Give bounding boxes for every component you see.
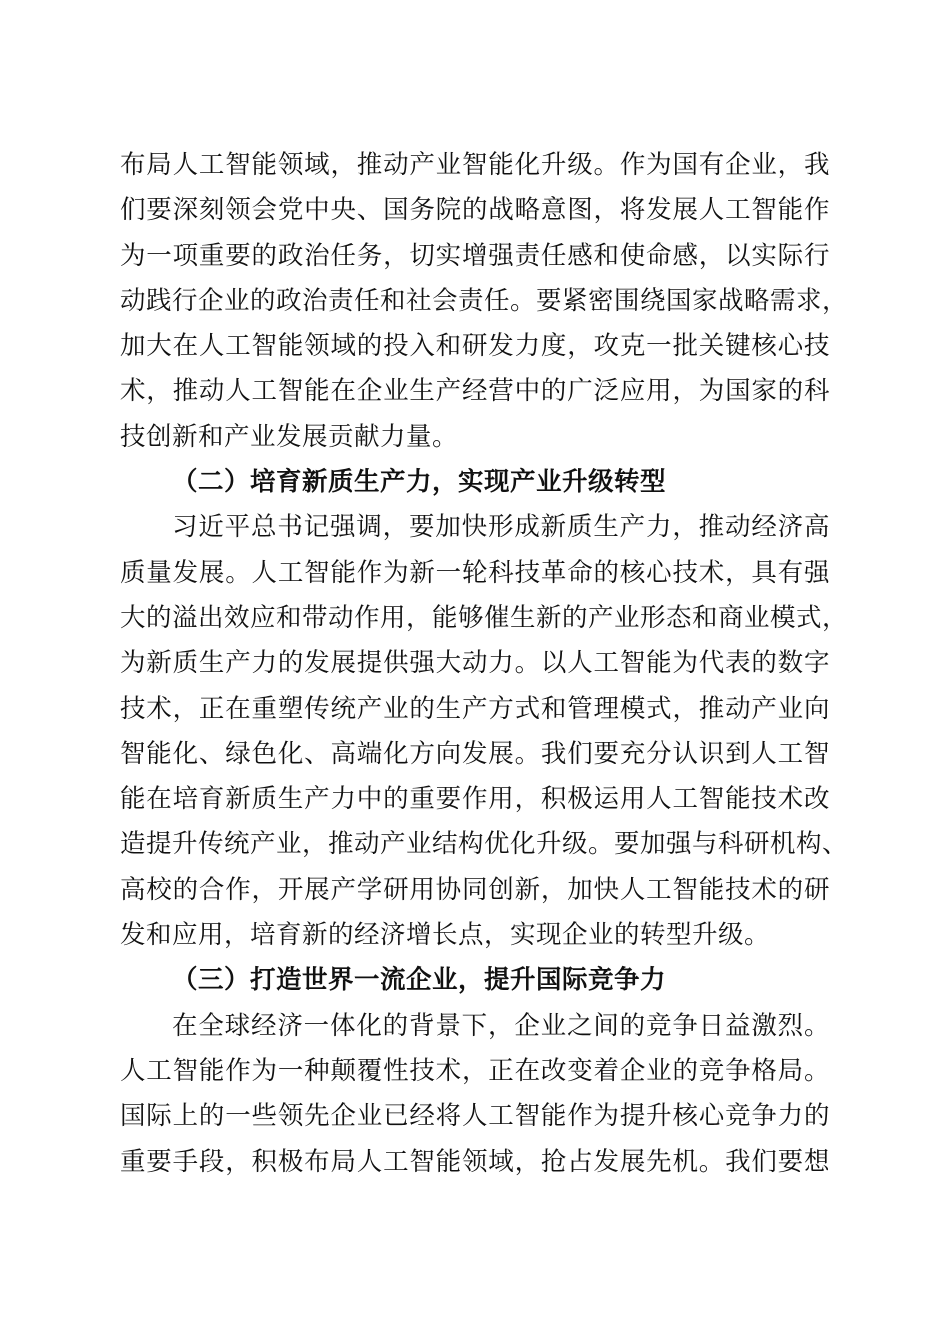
text-line: 发和应用，培育新的经济增长点，实现企业的转型升级。 [120,920,771,951]
paragraph-2 [120,505,849,958]
text-line: 重要手段，积极布局人工智能领域，抢占发展先机。我们要想 [120,1146,830,1177]
paragraph-3 [120,1004,830,1185]
text-line: 造提升传统产业，推动产业结构优化升级。要加强与科研机构、 [120,829,849,860]
text-line: 在全球经济一体化的背景下，企业之间的竞争日益激烈。 [172,1010,830,1041]
text-line: 大的溢出效应和带动作用，能够催生新的产业形态和商业模式， [120,602,849,633]
section-heading-3: （三）打造世界一流企业，提升国际竞争力 [172,965,667,996]
text-line: 为一项重要的政治任务，切实增强责任感和使命感，以实际行 [120,240,830,271]
text-line: 动践行企业的政治责任和社会责任。要紧密围绕国家战略需求， [120,285,849,316]
section-heading-2: （二）培育新质生产力，实现产业升级转型 [172,467,667,498]
text-line: 布局人工智能领域，推动产业智能化升级。作为国有企业，我 [120,150,830,180]
text-line: 加大在人工智能领域的投入和研发力度，攻克一批关键核心技 [120,331,830,362]
text-line: 术，推动人工智能在企业生产经营中的广泛应用，为国家的科 [120,376,830,407]
paragraph-1 [120,143,849,460]
text-line: 质量发展。人工智能作为新一轮科技革命的核心技术，具有强 [120,557,830,588]
text-line: 人工智能作为一种颠覆性技术，正在改变着企业的竞争格局。 [120,1055,830,1086]
text-line: 技术，正在重塑传统产业的生产方式和管理模式，推动产业向 [120,693,830,724]
text-line: 们要深刻领会党中央、国务院的战略意图，将发展人工智能作 [120,195,830,226]
document-body [120,143,849,1185]
text-line: 能在培育新质生产力中的重要作用，积极运用人工智能技术改 [120,784,830,815]
text-line: 国际上的一些领先企业已经将人工智能作为提升核心竞争力的 [120,1101,830,1132]
text-line: 为新质生产力的发展提供强大动力。以人工智能为代表的数字 [120,648,830,679]
text-line: 高校的合作，开展产学研用协同创新，加快人工智能技术的研 [120,874,830,905]
text-line: 习近平总书记强调，要加快形成新质生产力，推动经济高 [172,512,830,543]
text-line: 智能化、绿色化、高端化方向发展。我们要充分认识到人工智 [120,738,830,769]
text-line: 技创新和产业发展贡献力量。 [120,421,459,452]
